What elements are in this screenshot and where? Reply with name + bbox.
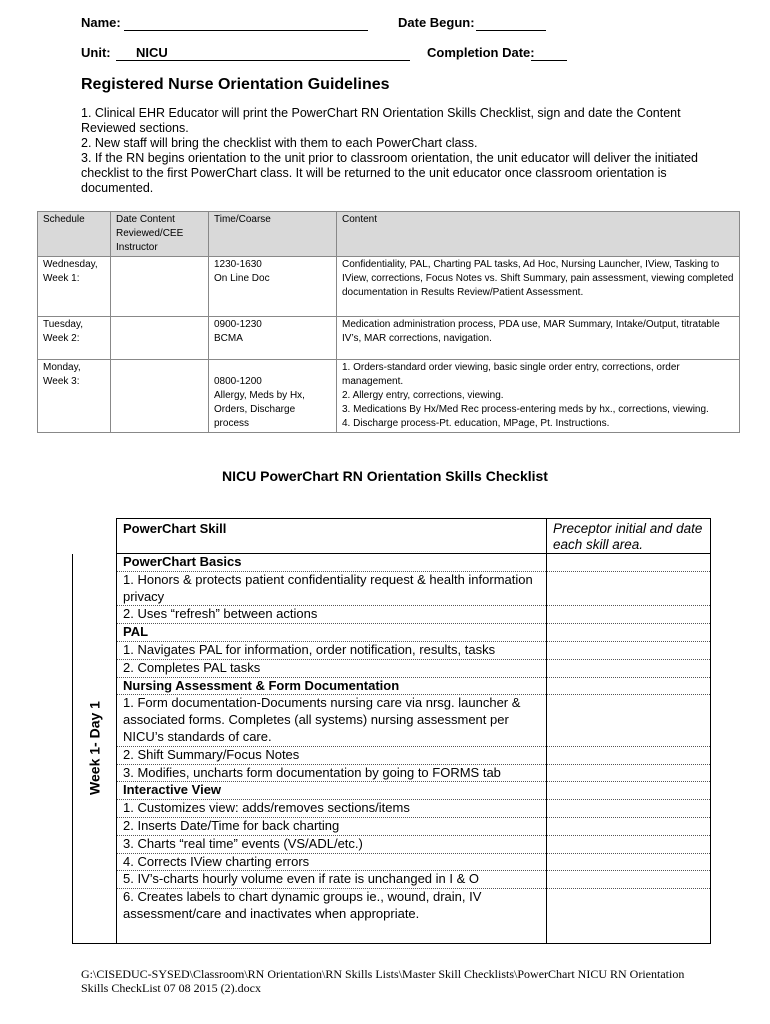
preceptor-column-header: Preceptor initial and date each skill area. (547, 519, 711, 554)
checklist-row (73, 606, 711, 624)
date-begun-field[interactable] (476, 30, 546, 31)
section-heading: Interactive View (117, 782, 547, 800)
checklist-row (73, 782, 711, 800)
preceptor-initial-cell[interactable] (547, 764, 711, 782)
checklist-row (73, 889, 711, 944)
checklist-row (73, 624, 711, 642)
skill-item: 4. Corrects IView charting errors (117, 853, 547, 871)
unit-value: NICU (136, 45, 168, 60)
preceptor-initial-cell[interactable] (547, 677, 711, 695)
skill-item: 1. Form documentation-Documents nursing care via nrsg. launcher & associated forms. Completes (all systems) nursing assessment per NICU’s standards of care. (117, 695, 547, 746)
content-line: 4. Discharge process-Pt. education, MPage, Pt. Instructions. (342, 418, 610, 429)
completion-date-label: Completion Date: (427, 45, 535, 60)
preceptor-initial-cell[interactable] (547, 835, 711, 853)
reviewed-header: Date Content Reviewed/CEE Instructor (111, 212, 209, 257)
skill-item: 1. Honors & protects patient confidentiality request & health information privacy (117, 571, 547, 606)
time-header: Time/Coarse (209, 212, 337, 257)
checklist-title: NICU PowerChart RN Orientation Skills Checklist (222, 468, 548, 484)
schedule-day: Tuesday, Week 2: (38, 317, 111, 360)
skill-item: 6. Creates labels to chart dynamic groups ie., wound, drain, IV assessment/care and inactivates when appropriate. (117, 889, 547, 944)
skill-item: 2. Inserts Date/Time for back charting (117, 817, 547, 835)
schedule-table (37, 211, 740, 433)
schedule-row (38, 317, 740, 360)
content-line: 1. Orders-standard order viewing, basic single order entry, corrections, order management. (342, 362, 680, 387)
time-cell (209, 257, 337, 317)
time-value: 0800-1200 (214, 376, 262, 387)
skill-item: 1. Navigates PAL for information, order notification, results, tasks (117, 641, 547, 659)
checklist-row (73, 871, 711, 889)
schedule-day: Monday, Week 3: (38, 360, 111, 433)
reviewed-cell[interactable] (111, 360, 209, 433)
preceptor-initial-cell[interactable] (547, 746, 711, 764)
checklist-header-row (73, 519, 711, 554)
preceptor-initial-cell[interactable] (547, 871, 711, 889)
name-field[interactable] (124, 30, 368, 31)
guideline-item: 1. Clinical EHR Educator will print the PowerChart RN Orientation Skills Checklist, sign and date the Content Reviewed sections. (81, 106, 681, 135)
preceptor-initial-cell[interactable] (547, 817, 711, 835)
section-heading: PowerChart Basics (117, 554, 547, 572)
preceptor-initial-cell[interactable] (547, 606, 711, 624)
schedule-header-row (38, 212, 740, 257)
preceptor-initial-cell[interactable] (547, 659, 711, 677)
time-value: 0900-1230 (214, 319, 262, 330)
skill-column-header: PowerChart Skill (117, 519, 547, 554)
spacer (73, 519, 117, 554)
content-header: Content (337, 212, 740, 257)
footer-file-path: G:\CISEDUC-SYSED\Classroom\RN Orientation\RN Skills Lists\Master Skill Checklists\PowerChart NICU RN Orientation Skills CheckList 07 08 2015 (2).docx (81, 967, 685, 995)
checklist-row (73, 554, 711, 572)
skill-item: 2. Shift Summary/Focus Notes (117, 746, 547, 764)
checklist-row (73, 695, 711, 746)
schedule-header: Schedule (38, 212, 111, 257)
skill-item: 5. IV’s-charts hourly volume even if rate is unchanged in I & O (117, 871, 547, 889)
time-cell (209, 317, 337, 360)
content-line: 3. Medications By Hx/Med Rec process-entering meds by hx., corrections, viewing. (342, 404, 709, 415)
week-day-cell (73, 554, 117, 944)
schedule-day: Wednesday, Week 1: (38, 257, 111, 317)
checklist-table (72, 518, 711, 944)
course-value: On Line Doc (214, 273, 270, 284)
week-day-label: Week 1- Day 1 (86, 701, 103, 796)
content-line: 2. Allergy entry, corrections, viewing. (342, 390, 504, 401)
course-value: BCMA (214, 333, 243, 344)
checklist-row (73, 800, 711, 818)
section-heading: PAL (117, 624, 547, 642)
checklist-row (73, 746, 711, 764)
reviewed-cell[interactable] (111, 317, 209, 360)
unit-label: Unit: (81, 45, 111, 60)
time-cell (209, 360, 337, 433)
unit-field[interactable] (116, 60, 410, 61)
content-cell (337, 360, 740, 433)
preceptor-initial-cell[interactable] (547, 554, 711, 572)
preceptor-initial-cell[interactable] (547, 800, 711, 818)
completion-date-field[interactable] (531, 60, 567, 61)
preceptor-initial-cell[interactable] (547, 853, 711, 871)
preceptor-initial-cell[interactable] (547, 624, 711, 642)
content-cell: Medication administration process, PDA use, MAR Summary, Intake/Output, titratable IV’s, MAR corrections, navigation. (337, 317, 740, 360)
reviewed-cell[interactable] (111, 257, 209, 317)
guideline-item: 2. New staff will bring the checklist with them to each PowerChart class. (81, 136, 478, 150)
checklist-row (73, 835, 711, 853)
guidelines-title: Registered Nurse Orientation Guidelines (81, 76, 390, 93)
checklist-row (73, 677, 711, 695)
skill-item: 3. Charts “real time” events (VS/ADL/etc.) (117, 835, 547, 853)
skill-item: 2. Uses “refresh” between actions (117, 606, 547, 624)
schedule-row (38, 360, 740, 433)
checklist-row (73, 641, 711, 659)
time-value: 1230-1630 (214, 259, 262, 270)
guidelines-list (81, 106, 721, 196)
checklist-row (73, 764, 711, 782)
skill-item: 1. Customizes view: adds/removes sections/items (117, 800, 547, 818)
preceptor-initial-cell[interactable] (547, 889, 711, 944)
preceptor-initial-cell[interactable] (547, 695, 711, 746)
skill-item: 2. Completes PAL tasks (117, 659, 547, 677)
checklist-row (73, 571, 711, 606)
checklist-row (73, 817, 711, 835)
checklist-row (73, 659, 711, 677)
course-value: Allergy, Meds by Hx, Orders, Discharge process (214, 390, 305, 429)
date-begun-label: Date Begun: (398, 15, 475, 30)
preceptor-initial-cell[interactable] (547, 571, 711, 606)
name-label: Name: (81, 15, 121, 30)
section-heading: Nursing Assessment & Form Documentation (117, 677, 547, 695)
skill-item: 3. Modifies, uncharts form documentation by going to FORMS tab (117, 764, 547, 782)
preceptor-initial-cell[interactable] (547, 641, 711, 659)
checklist-row (73, 853, 711, 871)
guideline-item: 3. If the RN begins orientation to the unit prior to classroom orientation, the unit educator will deliver the initiated checklist to the first PowerChart class. It will be returned to the unit educator once classroom orientation is documented. (81, 151, 699, 195)
schedule-row (38, 257, 740, 317)
preceptor-initial-cell[interactable] (547, 782, 711, 800)
content-cell: Confidentiality, PAL, Charting PAL tasks, Ad Hoc, Nursing Launcher, IView, Tasking to IView, corrections, Focus Notes vs. Shift Summary, pain assessment, viewing completed documentation in Results Review/Patient Assessment. (337, 257, 740, 317)
